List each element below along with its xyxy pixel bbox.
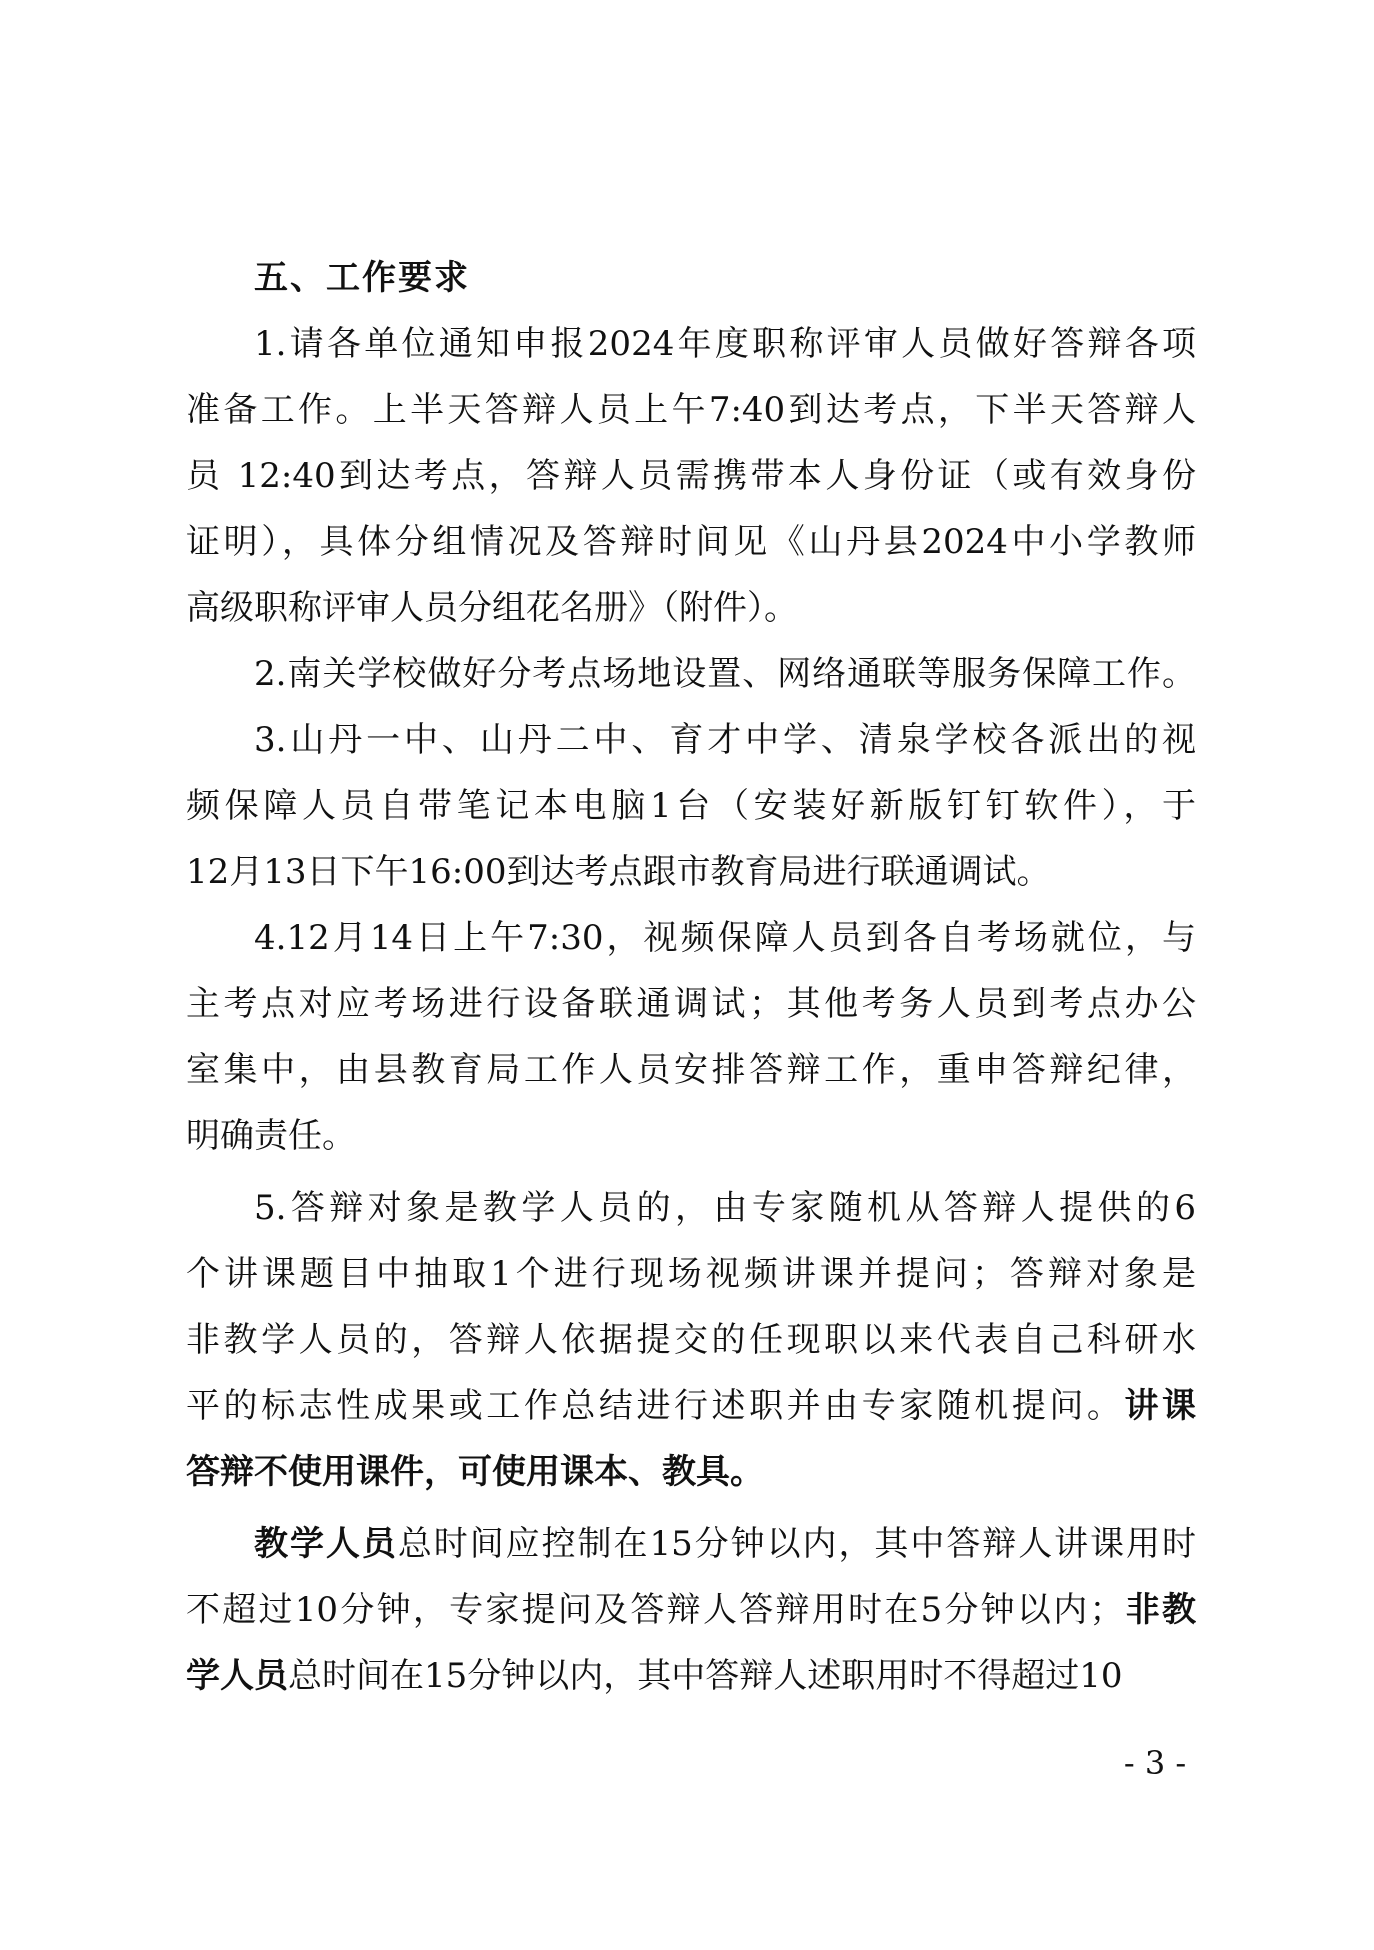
paragraph-5-line-1: 5.答辩对象是教学人员的，由专家随机从答辩人提供的6 [254, 1188, 1196, 1228]
paragraph-1-line-5: 高级职称评审人员分组花名册》（附件）。 [186, 588, 798, 628]
paragraph-5-line-4 [186, 1376, 1196, 1436]
paragraph-1-line-2: 准备工作。上半天答辩人员上午7:40到达考点，下半天答辩人 [186, 390, 1196, 430]
paragraph-6-line-3-text: 总时间在15分钟以内，其中答辩人述职用时不得超过10 [288, 1656, 1123, 1696]
paragraph-4-line-4: 明确责任。 [186, 1116, 356, 1156]
paragraph-5-line-4-text: 平的标志性成果或工作总结进行述职并由专家随机提问。 [186, 1386, 1125, 1426]
paragraph-5-line-3: 非教学人员的，答辩人依据提交的任现职以来代表自己科研水 [186, 1320, 1196, 1360]
paragraph-6-line-2-text: 不超过10分钟，专家提问及答辩人答辩用时在5分钟以内； [186, 1590, 1124, 1630]
paragraph-3-line-3: 12月13日下午16:00到达考点跟市教育局进行联通调试。 [186, 852, 1051, 892]
paragraph-4-line-1: 4.12月14日上午7:30，视频保障人员到各自考场就位，与 [254, 918, 1196, 958]
paragraph-5-line-2: 个讲课题目中抽取1个进行现场视频讲课并提问；答辩对象是 [186, 1254, 1196, 1294]
paragraph-1-line-1: 1.请各单位通知申报2024年度职称评审人员做好答辩各项 [254, 324, 1196, 364]
paragraph-4-line-2: 主考点对应考场进行设备联通调试；其他考务人员到考点办公 [186, 984, 1196, 1024]
paragraph-3-line-1: 3.山丹一中、山丹二中、育才中学、清泉学校各派出的视 [254, 720, 1196, 760]
paragraph-2-line-1: 2.南关学校做好分考点场地设置、网络通联等服务保障工作。 [254, 654, 1196, 694]
paragraph-6-line-3 [186, 1646, 1196, 1706]
paragraph-6-line-2 [186, 1580, 1196, 1640]
page-number: - 3 - [1123, 1744, 1187, 1782]
paragraph-5-emphasis-start: 讲课 [1124, 1386, 1197, 1426]
paragraph-3-line-2: 频保障人员自带笔记本电脑1台（安装好新版钉钉软件），于 [186, 786, 1196, 826]
paragraph-4-line-3: 室集中，由县教育局工作人员安排答辩工作，重申答辩纪律， [186, 1050, 1196, 1090]
paragraph-1-line-4: 证明），具体分组情况及答辩时间见《山丹县2024中小学教师 [186, 522, 1196, 562]
teaching-staff-label: 教学人员 [254, 1524, 398, 1564]
paragraph-5-emphasis-end: 答辩不使用课件，可使用课本、教具。 [186, 1452, 764, 1492]
paragraph-6-line-1-text: 总时间应控制在15分钟以内，其中答辩人讲课用时 [397, 1524, 1197, 1564]
paragraph-6-line-1 [254, 1514, 1196, 1574]
non-teaching-staff-label-start: 非教 [1123, 1590, 1196, 1630]
non-teaching-staff-label-end: 学人员 [186, 1656, 288, 1696]
paragraph-1-line-3: 员 12:40到达考点，答辩人员需携带本人身份证（或有效身份 [186, 456, 1196, 496]
section-heading: 五、工作要求 [254, 258, 470, 298]
